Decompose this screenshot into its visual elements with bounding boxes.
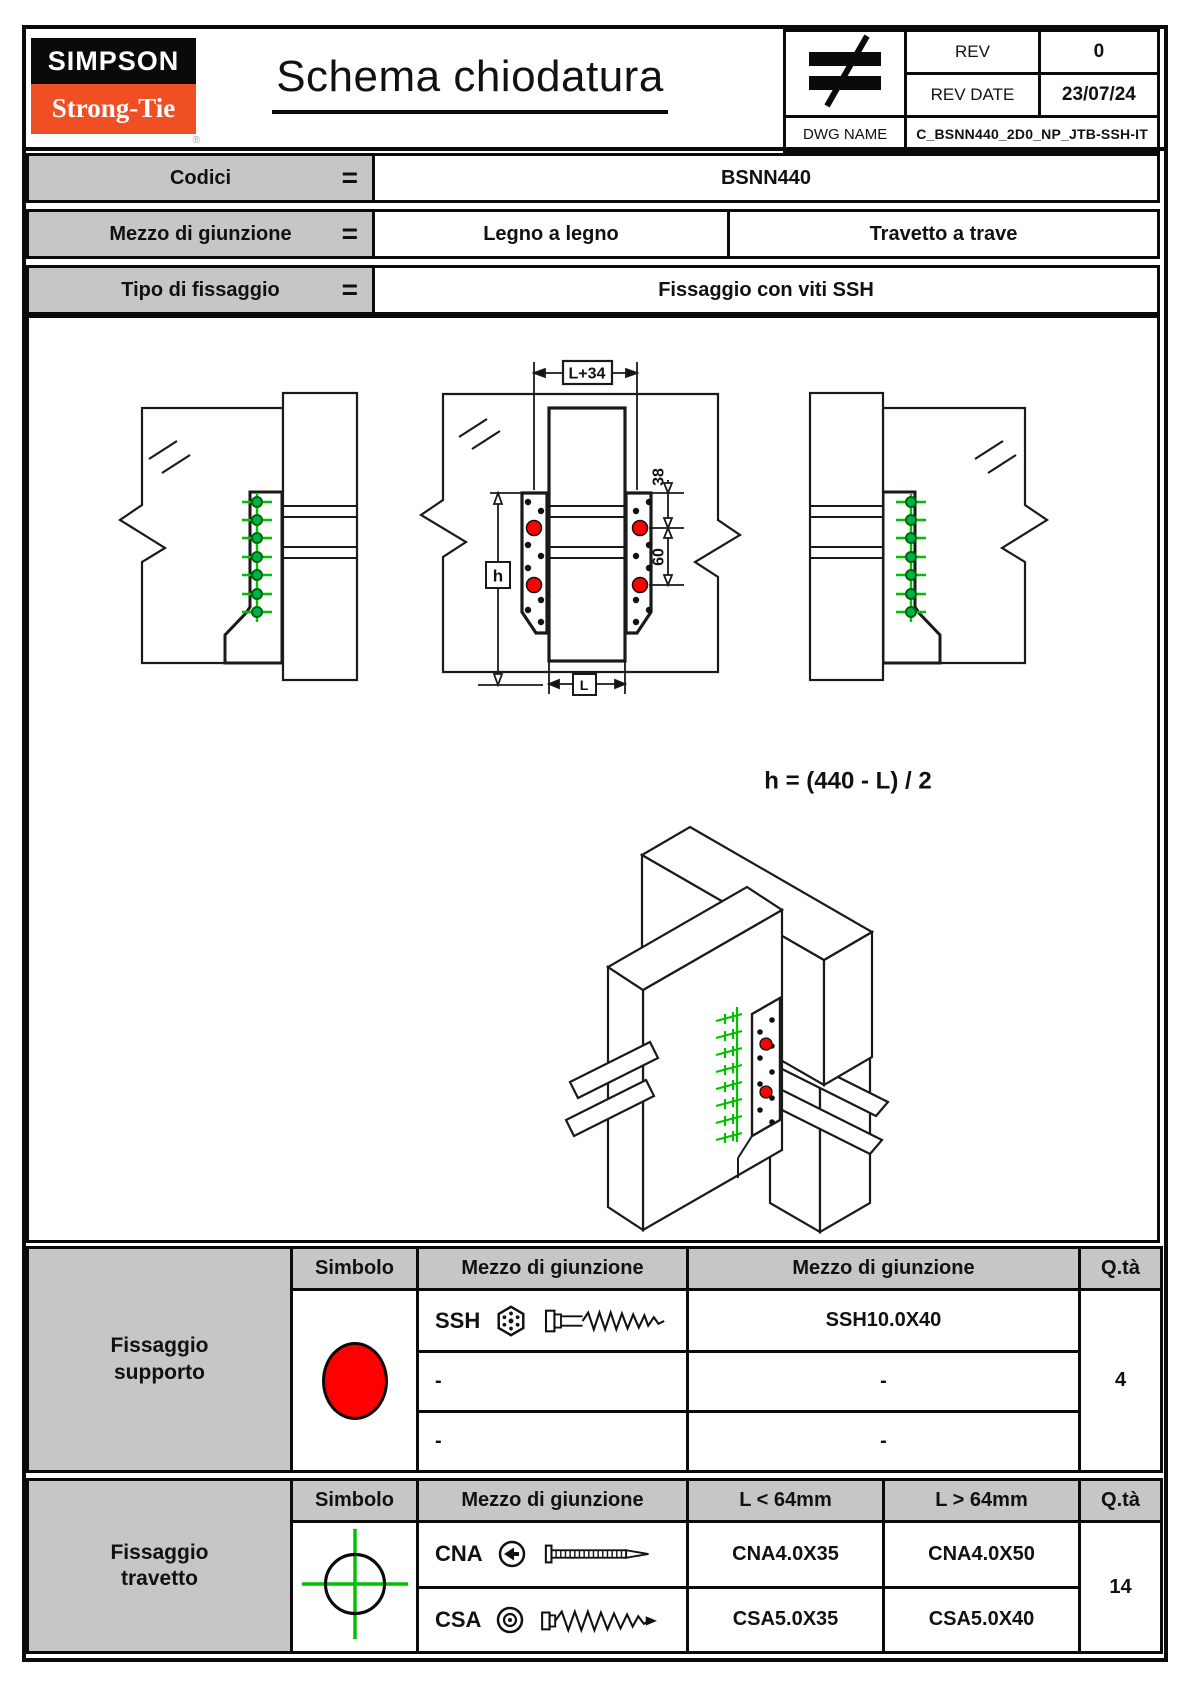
joist-header-simbolo: Simbolo (292, 1480, 418, 1522)
dim-60-label: 60 (650, 548, 668, 566)
not-equal-icon (797, 32, 893, 110)
csa-screw-icon (539, 1606, 661, 1634)
joist-qty: 14 (1080, 1522, 1162, 1653)
dwg-name-value: C_BSNN440_2D0_NP_JTB-SSH-IT (906, 117, 1159, 152)
logo-simpson: SIMPSON (31, 38, 196, 84)
support-row-3-value: - (688, 1412, 1080, 1472)
support-header-qty: Q.tà (1080, 1248, 1162, 1290)
joist-row-cna: CNA (418, 1522, 688, 1588)
support-row-2-value: - (688, 1352, 1080, 1412)
height-formula: h = (440 - L) / 2 (764, 767, 932, 795)
dim-h-label: h (492, 566, 504, 586)
support-fixing-table (26, 1246, 1163, 1473)
support-table-label: Fissaggio supporto (28, 1248, 292, 1472)
cna-head-icon (497, 1539, 527, 1569)
cna-nail-icon (541, 1540, 659, 1568)
dim-l-label: L (579, 677, 589, 693)
joist-table-label: Fissaggio travetto (28, 1480, 292, 1653)
joist-header-mezzo: Mezzo di giunzione (418, 1480, 688, 1522)
revision-block (783, 29, 1160, 153)
support-row-2: - (418, 1352, 688, 1412)
joist-symbol-cell (292, 1522, 418, 1653)
csa-lt64-value: CSA5.0X35 (688, 1587, 884, 1653)
support-row-ssh-value: SSH10.0X40 (688, 1290, 1080, 1352)
csa-gt64-value: CSA5.0X40 (884, 1587, 1080, 1653)
joist-fixing-table (26, 1478, 1163, 1654)
cna-gt64-value: CNA4.0X50 (884, 1522, 1080, 1588)
csa-head-icon (495, 1605, 525, 1635)
ssh-symbol-red-circle (322, 1342, 388, 1420)
middle-view-joist (549, 408, 625, 661)
logo-strongtie: Strong-Tie (31, 84, 196, 134)
joist-header-qty: Q.tà (1080, 1480, 1162, 1522)
equals-icon: = (341, 274, 358, 305)
rev-value: 0 (1039, 31, 1158, 74)
drawing-area (26, 315, 1160, 1243)
nail-symbol-crosshair (296, 1523, 414, 1645)
equals-icon: = (341, 218, 358, 249)
giunzione-value-2: Travetto a trave (727, 209, 1160, 259)
rev-date-value: 23/07/24 (1039, 74, 1158, 117)
isometric-view (566, 827, 888, 1232)
header-divider (22, 147, 1168, 151)
support-row-ssh: SSH (418, 1290, 688, 1352)
ssh-head-icon (494, 1304, 528, 1338)
support-header-mezzo2: Mezzo di giunzione (688, 1248, 1080, 1290)
fissaggio-value: Fissaggio con viti SSH (372, 265, 1160, 315)
info-row-codici (26, 153, 1160, 203)
codici-label-cell: Codici = (26, 153, 375, 203)
giunzione-label-cell: Mezzo di giunzione = (26, 209, 375, 259)
right-view-joist (810, 393, 883, 680)
support-header-mezzo1: Mezzo di giunzione (418, 1248, 688, 1290)
info-row-giunzione (26, 209, 1160, 259)
page-title: Schema chiodatura (240, 52, 700, 114)
joist-header-lt64: L < 64mm (688, 1480, 884, 1522)
giunzione-value-1: Legno a legno (372, 209, 730, 259)
codici-value: BSNN440 (372, 153, 1160, 203)
not-equal-cell (785, 31, 906, 117)
iso-hanger-plate (752, 998, 780, 1136)
rev-date-label: REV DATE (906, 74, 1039, 117)
joist-header-gt64: L > 64mm (884, 1480, 1080, 1522)
support-qty: 4 (1080, 1290, 1162, 1472)
dim-38-label: 38 (650, 468, 668, 486)
joist-row-csa: CSA (418, 1587, 688, 1653)
simpson-strongtie-logo (31, 38, 200, 146)
rev-label: REV (906, 31, 1039, 74)
technical-drawing (29, 318, 1157, 1240)
dwg-name-label: DWG NAME (785, 117, 906, 152)
dim-l34-label: L+34 (568, 365, 606, 383)
left-view-joist (283, 393, 357, 680)
support-row-3: - (418, 1412, 688, 1472)
support-header-simbolo: Simbolo (292, 1248, 418, 1290)
support-symbol-cell (292, 1290, 418, 1472)
ssh-screw-icon (542, 1306, 670, 1336)
info-row-fissaggio (26, 265, 1160, 315)
registered-mark: ® (192, 135, 200, 146)
equals-icon: = (341, 162, 358, 193)
cna-lt64-value: CNA4.0X35 (688, 1522, 884, 1588)
fissaggio-label-cell: Tipo di fissaggio = (26, 265, 375, 315)
